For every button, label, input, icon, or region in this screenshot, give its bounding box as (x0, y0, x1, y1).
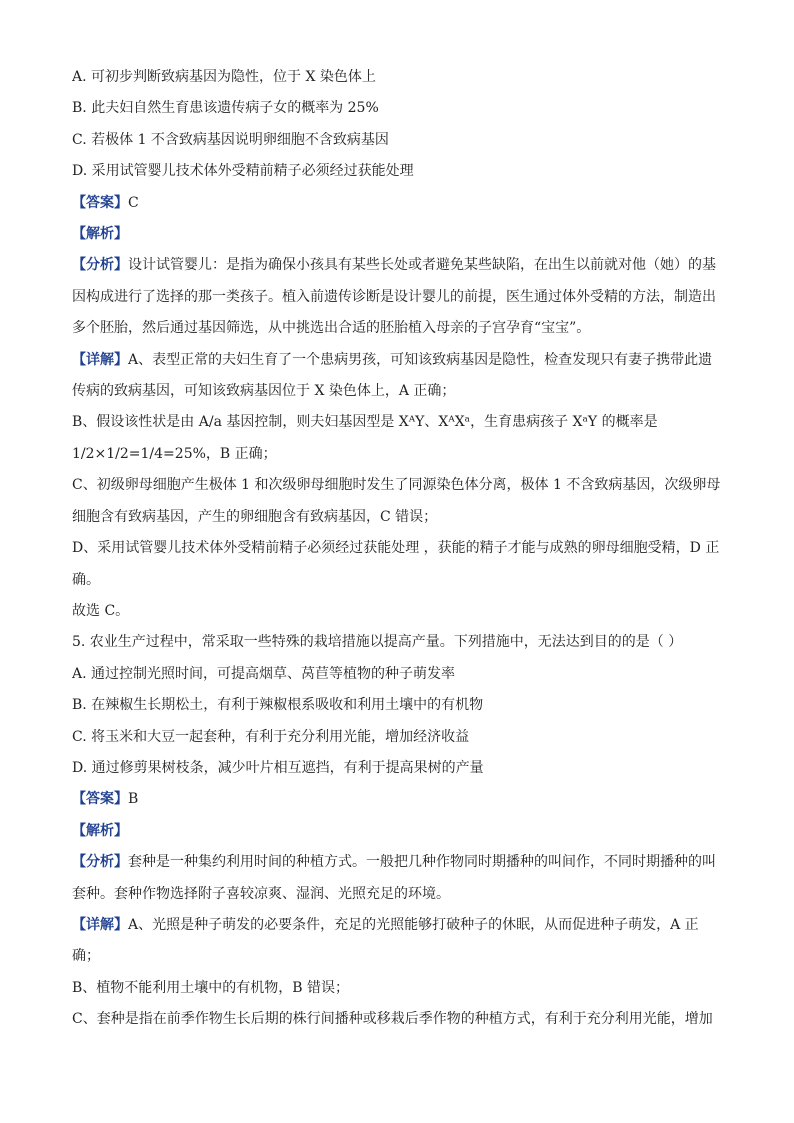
section-tag: 【分析】 (72, 257, 128, 274)
text-line (72, 93, 724, 124)
text-line (72, 816, 724, 847)
line-text: 确。 (72, 571, 100, 588)
text-line (72, 502, 724, 533)
text-line (72, 784, 724, 815)
text-line (72, 313, 724, 344)
line-text: B. 在辣椒生长期松土，有利于辣椒根系吸收和利用土壤中的有机物 (72, 697, 484, 714)
section-tag: 【详解】 (72, 351, 128, 368)
line-text: B. 此夫妇自然生育患该遗传病子女的概率为 25% (72, 100, 379, 117)
text-line (72, 627, 724, 658)
text-line (72, 941, 724, 972)
text-line (72, 470, 724, 501)
text-line (72, 533, 724, 564)
text-line (72, 659, 724, 690)
line-text: C. 将玉米和大豆一起套种，有利于充分利用光能，增加经济收益 (72, 728, 470, 745)
line-text: 5. 农业生产过程中，常采取一些特殊的栽培措施以提高产量。下列措施中，无法达到目的的是（ ） (72, 634, 683, 651)
text-line (72, 439, 724, 470)
line-text: C、套种是指在前季作物生长后期的株行间播种或移栽后季作物的种植方式，有利于充分利用光能，增加 (72, 1011, 713, 1028)
line-text: 1/2×1/2=1/4=25%，B 正确； (72, 445, 277, 462)
line-text: C. 若极体 1 不含致病基因说明卵细胞不含致病基因 (72, 131, 389, 148)
section-tag: 【解析】 (72, 822, 128, 839)
line-text: 细胞含有致病基因，产生的卵细胞含有致病基因，C 错误； (72, 508, 438, 525)
text-line (72, 690, 724, 721)
document-page (72, 62, 724, 1036)
line-text: C (128, 194, 139, 211)
line-text: A. 可初步判断致病基因为隐性，位于 X 染色体上 (72, 69, 376, 85)
section-tag: 【解析】 (72, 226, 128, 243)
text-line (72, 565, 724, 596)
line-text: 因构成进行了选择的那一类孩子。植入前遗传诊断是设计婴儿的前提，医生通过体外受精的方法，制造出 (72, 288, 716, 305)
line-text: 套种。套种作物选择附子喜较凉爽、湿润、光照充足的环境。 (72, 885, 450, 902)
text-line (72, 250, 724, 281)
line-text: 设计试管婴儿：是指为确保小孩具有某些长处或者避免某些缺陷，在出生以前就对他（她）的基 (128, 257, 716, 274)
line-text: 套种是一种集约利用时间的种植方式。一般把几种作物同时期播种的叫间作，不同时期播种的叫 (128, 854, 716, 871)
text-line (72, 722, 724, 753)
line-text: D. 采用试管婴儿技术体外受精前精子必须经过获能处理 (72, 163, 414, 180)
text-line (72, 1004, 724, 1035)
text-line (72, 282, 724, 313)
line-text: D、采用试管婴儿技术体外受精前精子必须经过获能处理 ，获能的精子才能与成熟的卵母细胞受精，D 正 (72, 540, 720, 557)
line-text: B、植物不能利用土壤中的有机物，B 错误； (72, 979, 350, 996)
text-line (72, 407, 724, 438)
line-text: 确； (72, 948, 100, 965)
line-text: 多个胚胎，然后通过基因筛选，从中挑选出合适的胚胎植入母亲的子宫孕育“宝宝”。 (72, 320, 591, 337)
line-text: C、初级卵母细胞产生极体 1 和次级卵母细胞时发生了同源染色体分离，极体 1 不含致病基因，次级卵母 (72, 477, 721, 494)
line-text: 故选 C。 (72, 602, 130, 619)
text-line (72, 188, 724, 219)
text-line (72, 753, 724, 784)
line-text: A、表型正常的夫妇生育了一个患病男孩，可知该致病基因是隐性，检查发现只有妻子携带此遗 (128, 351, 713, 368)
line-text: 传病的致病基因，可知该致病基因位于 X 染色体上，A 正确； (72, 383, 456, 400)
text-line (72, 973, 724, 1004)
line-text: B (128, 791, 139, 808)
line-text: A、光照是种子萌发的必要条件，充足的光照能够打破种子的休眠，从而促进种子萌发，A 正 (128, 916, 699, 933)
section-tag: 【答案】 (72, 791, 128, 808)
text-line (72, 125, 724, 156)
text-line (72, 219, 724, 250)
text-line (72, 156, 724, 187)
line-text: A. 通过控制光照时间，可提高烟草、莴苣等植物的种子萌发率 (72, 665, 456, 682)
line-text: B、假设该性状是由 A/a 基因控制，则夫妇基因型是 XᴬY、XᴬXᵃ，生育患病孩子 XᵃY 的概率是 (72, 414, 658, 431)
text-line (72, 879, 724, 910)
text-line (72, 910, 724, 941)
section-tag: 【详解】 (72, 916, 128, 933)
text-line (72, 345, 724, 376)
section-tag: 【分析】 (72, 854, 128, 871)
text-line (72, 62, 724, 93)
text-line (72, 847, 724, 878)
text-line (72, 376, 724, 407)
text-line (72, 596, 724, 627)
section-tag: 【答案】 (72, 194, 128, 211)
line-text: D. 通过修剪果树枝条，减少叶片相互遮挡，有利于提高果树的产量 (72, 759, 484, 776)
